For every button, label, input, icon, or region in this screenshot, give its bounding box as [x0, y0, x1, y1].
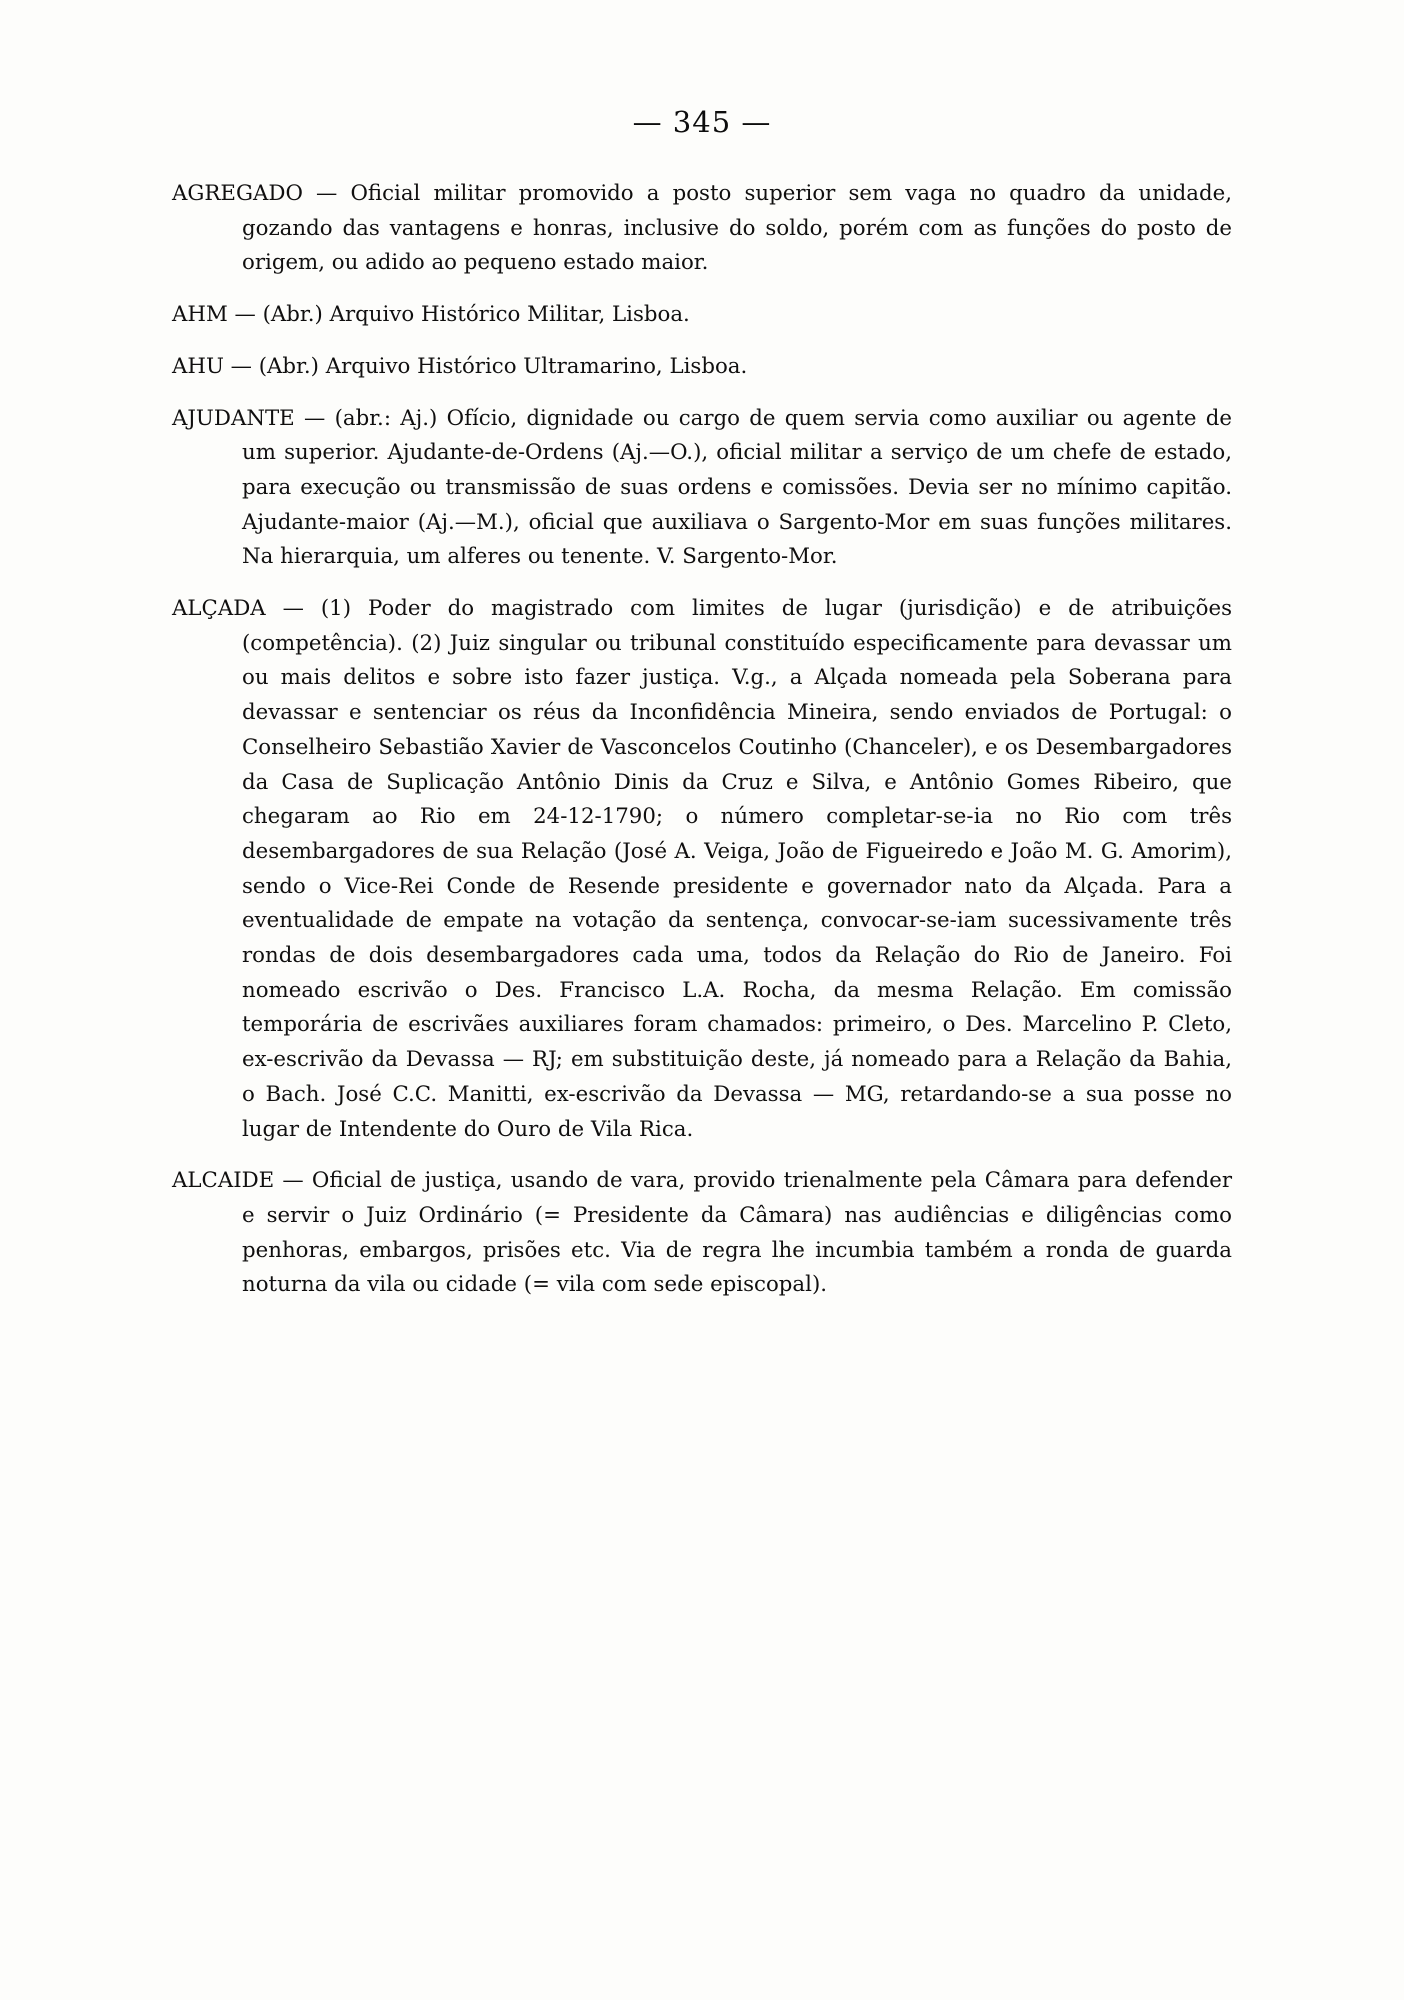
page-body — [172, 139, 1232, 1303]
entry-alcaide: ALCAIDE — Oficial de justiça, usando de vara, provido trienalmente pela Câmara para defender e servir o Juiz Ordinário (= Presidente da Câmara) nas audiências e diligências como penhoras, embargos, prisões etc. Via de regra lhe incumbia também a ronda de guarda noturna da vila ou cidade (= vila com sede episcopal). — [172, 1168, 1232, 1298]
entry-ahm: AHM — (Abr.) Arquivo Histórico Militar, Lisboa. — [172, 302, 690, 328]
entry-agregado: AGREGADO — Oficial militar promovido a posto superior sem vaga no quadro da unidade, gozando das vantagens e honras, inclusive do soldo, porém com as funções do posto de origem, ou adido ao pequeno estado maior. — [172, 181, 1232, 276]
entry-ajudante: AJUDANTE — (abr.: Aj.) Ofício, dignidade ou cargo de quem servia como auxiliar ou agente de um superior. Ajudante-de-Ordens (Aj.—O.), oficial militar a serviço de um chefe de estado, para execução ou transmissão de suas ordens e comissões. Devia ser no mínimo capitão. Ajudante-maior (Aj.—M.), oficial que auxiliava o Sargento-Mor em suas funções militares. Na hierarquia, um alferes ou tenente. V. Sargento-Mor. — [172, 405, 1232, 570]
entry-ahu: AHU — (Abr.) Arquivo Histórico Ultramarino, Lisboa. — [172, 353, 748, 379]
page-number: — 345 — — [632, 105, 772, 139]
entry-alcada: ALÇADA — (1) Poder do magistrado com limites de lugar (jurisdição) e de atribuições (competência). (2) Juiz singular ou tribunal constituído especificamente para devassar um ou mais delitos e sobre isto fazer justiça. V.g., a Alçada nomeada pela Soberana para devassar e sentenciar os réus da Inconfidência Mineira, sendo enviados de Portugal: o Conselheiro Sebastião Xavier de Vasconcelos Coutinho (Chanceler), e os Desembargadores da Casa de Suplicação Antônio Dinis da Cruz e Silva, e Antônio Gomes Ribeiro, que chegaram ao Rio em 24-12-1790; o número completar-se-ia no Rio com três desembargadores de sua Relação (José A. Veiga, João de Figueiredo e João M. G. Amorim), sendo o Vice-Rei Conde de Resende presidente e governador nato da Alçada. Para a eventualidade de empate na votação da sentença, convocar-se-iam sucessivamente três rondas de dois desembargadores cada uma, todos da Relação do Rio de Janeiro. Foi nomeado escrivão o Des. Francisco L.A. Rocha, da mesma Relação. Em comissão temporária de escrivães auxiliares foram chamados: primeiro, o Des. Marcelino P. Cleto, ex-escrivão da Devassa — RJ; em substituição deste, já nomeado para a Relação da Bahia, o Bach. José C.C. Manitti, ex-escrivão da Devassa — MG, retardando-se a sua posse no lugar de Intendente do Ouro de Vila Rica. — [172, 596, 1232, 1142]
